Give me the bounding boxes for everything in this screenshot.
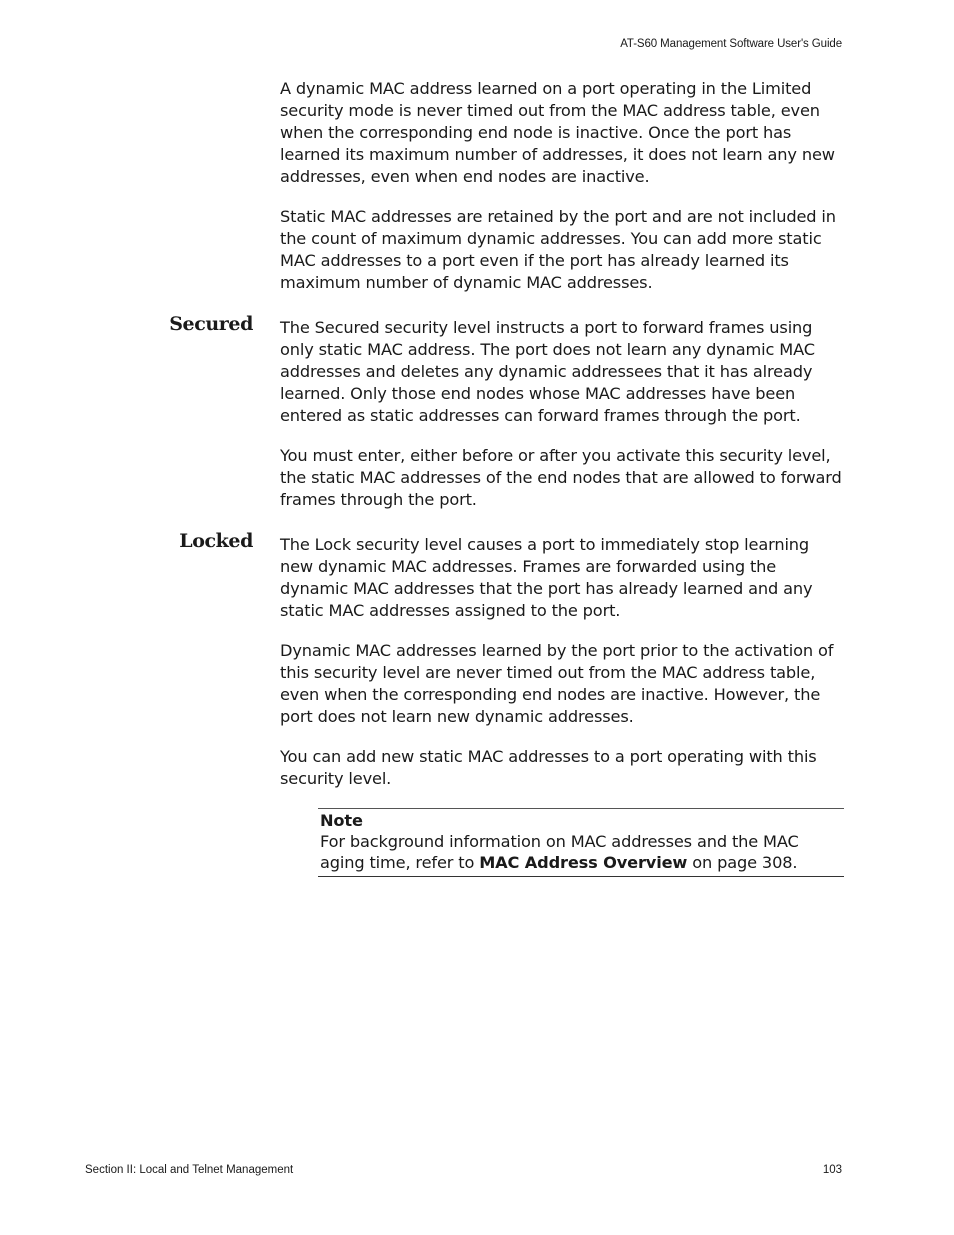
locked-section	[0, 530, 954, 790]
note-reference-link[interactable]: MAC Address Overview	[479, 853, 688, 872]
note-box	[318, 808, 844, 877]
locked-heading: Locked	[179, 530, 253, 552]
footer-page-number: 103	[822, 1164, 842, 1176]
locked-paragraph-1: The Lock security level causes a port to immediately stop learning new dynamic MAC addresses. Frames are forwarded using the dynamic MAC addresses that the port has already learned and any static MAC addresses assigned to the port.	[280, 535, 813, 620]
intro-paragraph-2: Static MAC addresses are retained by the port and are not included in the count of maximum dynamic addresses. You can add more static MAC addresses to a port even if the port has already learned its maximum number of dynamic MAC addresses.	[280, 207, 836, 292]
intro-paragraph-1: A dynamic MAC address learned on a port operating in the Limited security mode is never timed out from the MAC address table, even when the corresponding end node is inactive. Once the port has learned its maximum number of addresses, it does not learn any new addresses, even when end nodes are inactive.	[280, 79, 835, 186]
locked-paragraph-2: Dynamic MAC addresses learned by the port prior to the activation of this security level are never timed out from the MAC address table, even when the corresponding end nodes are inactive. However, the port does not learn new dynamic addresses.	[280, 641, 834, 726]
note-text-before: For background information on MAC addresses and the MAC aging time, refer to	[320, 832, 799, 872]
locked-paragraph-3: You can add new static MAC addresses to a port operating with this security level.	[280, 747, 817, 788]
page-content	[0, 78, 954, 877]
secured-section	[0, 313, 954, 511]
note-text-after: on page 308.	[687, 853, 798, 872]
intro-section	[0, 78, 954, 294]
secured-paragraph-1: The Secured security level instructs a port to forward frames using only static MAC address. The port does not learn any dynamic MAC addresses and deletes any dynamic addressees that it has already learned. Only those end nodes whose MAC addresses have been entered as static addresses can forward frames through the port.	[280, 318, 815, 425]
note-title: Note	[320, 811, 363, 830]
running-header: AT-S60 Management Software User's Guide	[620, 38, 842, 50]
secured-heading: Secured	[169, 313, 253, 335]
footer-section-title: Section II: Local and Telnet Management	[85, 1164, 294, 1176]
secured-paragraph-2: You must enter, either before or after you activate this security level, the static MAC addresses of the end nodes that are allowed to forward frames through the port.	[280, 446, 842, 509]
